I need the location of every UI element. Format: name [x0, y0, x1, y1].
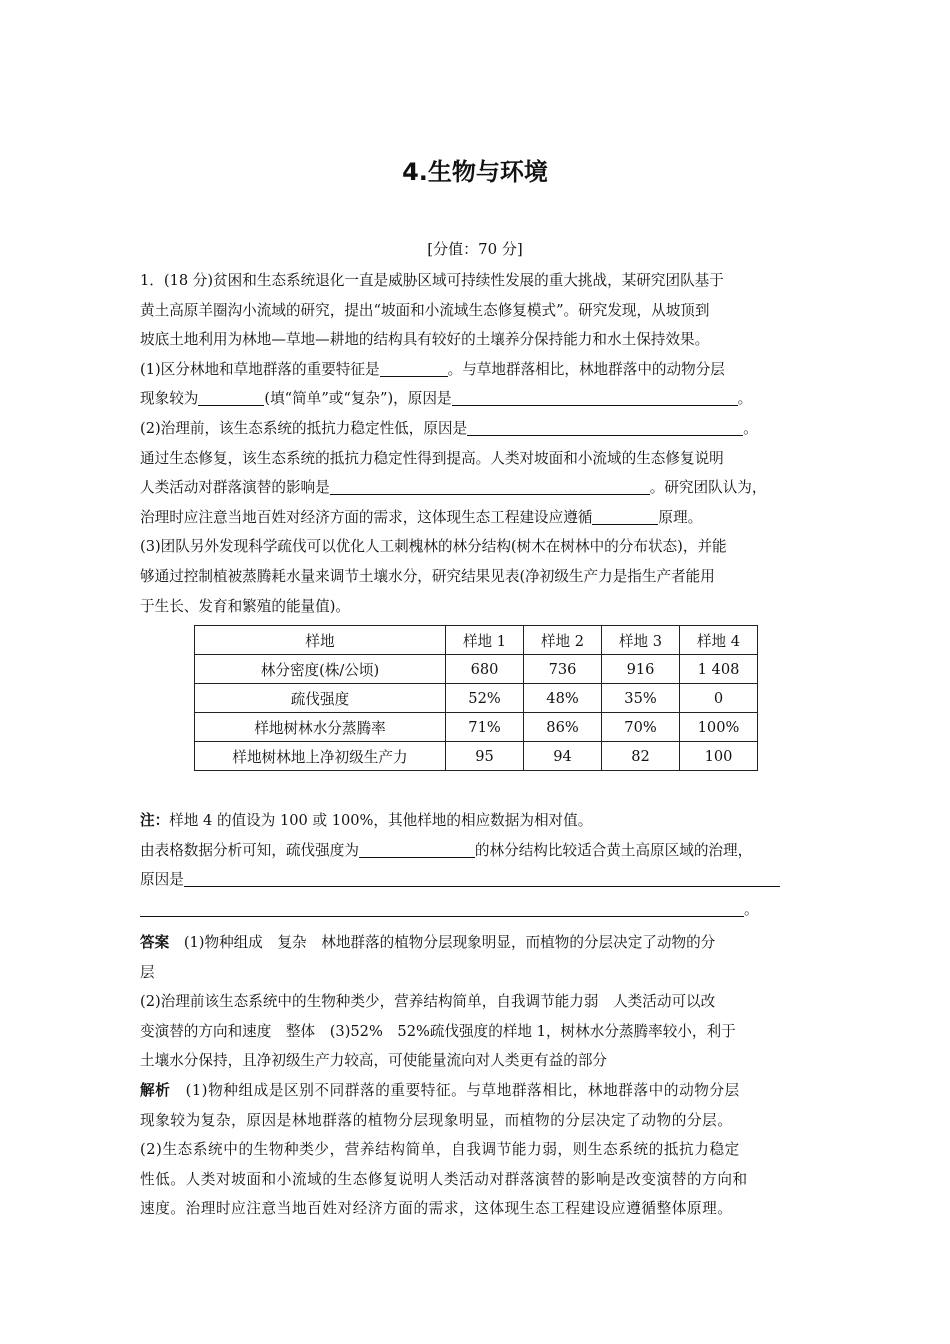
data-table	[194, 625, 758, 771]
table-header-cell: 样地	[195, 626, 446, 655]
answer-blank[interactable]	[184, 870, 780, 887]
q1-sub3-line-2: 够通过控制植被蒸腾耗水量来调节土壤水分，研究结果见表(净初级生产力是指生产者能用	[140, 567, 715, 585]
question-1	[140, 266, 816, 621]
note-text: 样地 4 的值设为 100 或 100%，其他样地的相应数据为相对值。	[169, 812, 593, 829]
answer-line-2: 层	[140, 963, 155, 981]
table-cell: 71%	[446, 713, 524, 742]
q1-sub1-line-1	[140, 355, 816, 385]
table-cell: 疏伐强度	[195, 684, 446, 713]
answer-blank[interactable]	[140, 900, 744, 917]
table-cell: 0	[680, 684, 758, 713]
note-label: 注：	[140, 812, 170, 829]
answer-text-1: (1)物种组成 复杂 林地群落的植物分层现象明显，而植物的分层决定了动物的分	[183, 934, 716, 951]
analysis-line-2: 现象较为复杂，原因是林地群落的植物分层现象明显，而植物的分层决定了动物的分层。	[140, 1111, 733, 1129]
table-cell: 94	[524, 742, 602, 771]
q1-sub3-line-6	[140, 895, 816, 925]
q1-sub2-text-d: 人类活动对群落演替的影响是	[140, 479, 330, 497]
answer-line-5: 土壤水分保持，且净初级生产力较高，可使能量流向对人类更有益的部分	[140, 1052, 608, 1070]
q1-line-1: 1．(18 分)贫困和生态系统退化一直是威胁区域可持续性发展的重大挑战，某研究团队基于	[140, 272, 724, 289]
q1-line-3: 坡底土地利用为林地—草地—耕地的结构具有较好的土壤养分保持能力和水土保持效果。	[140, 331, 710, 349]
q1-sub2-text-g: 原理。	[658, 508, 703, 526]
q1-sub1-text-e: 。	[737, 390, 753, 408]
q1-line-2: 黄土高原羊圈沟小流域的研究，提出“坡面和小流域生态修复模式”。研究发现，从坡顶到	[140, 301, 710, 319]
table-cell: 100%	[680, 713, 758, 742]
q1-sub1-text-a: (1)区分林地和草地群落的重要特征是	[140, 360, 380, 378]
score-label: [分值：70 分]	[427, 240, 523, 258]
q1-sub3-line-1: (3)团队另外发现科学疏伐可以优化人工刺槐林的林分结构(树木在树林中的分布状态)，并能	[140, 538, 727, 556]
answer-section	[140, 928, 816, 1076]
answer-line-1	[140, 928, 816, 958]
q1-sub1-text-d: (填“简单”或“复杂”)，原因是	[264, 390, 452, 408]
answer-line-4: 变演替的方向和速度 整体 (3)52% 52%疏伐强度的样地 1，树林水分蒸腾率较小，利于	[140, 1022, 736, 1040]
table-cell: 52%	[446, 684, 524, 713]
table-header-cell: 样地 2	[524, 626, 602, 655]
q1-sub2-text-e: 。研究团队认为，	[649, 479, 767, 497]
table-note	[140, 806, 816, 836]
table-row	[195, 742, 758, 771]
q1-sub3-text-end: 。	[744, 900, 759, 918]
table-header-row	[195, 626, 758, 655]
q1-sub2-line-4	[140, 503, 816, 533]
table-cell: 916	[602, 655, 680, 684]
q1-sub3-line-4	[140, 836, 816, 866]
analysis-line-1	[140, 1076, 816, 1106]
question-1-continued	[140, 806, 816, 924]
table-cell: 82	[602, 742, 680, 771]
table-cell: 1 408	[680, 655, 758, 684]
answer-label: 答案	[140, 934, 170, 951]
q1-sub3-text-b: 的林分结构比较适合黄土高原区域的治理，	[474, 841, 753, 859]
table-cell: 48%	[524, 684, 602, 713]
analysis-text-1: (1)物种组成是区别不同群落的重要特征。与草地群落相比，林地群落中的动物分层	[185, 1082, 740, 1099]
q1-sub3-text-a: 由表格数据分析可知，疏伐强度为	[140, 841, 359, 859]
q1-sub1-text-c: 现象较为	[140, 390, 199, 408]
table-cell: 样地树林地上净初级生产力	[195, 742, 446, 771]
table-cell: 86%	[524, 713, 602, 742]
q1-sub3-line-3: 于生长、发育和繁殖的能量值)。	[140, 597, 351, 615]
table-cell: 70%	[602, 713, 680, 742]
table-cell: 林分密度(株/公顷)	[195, 655, 446, 684]
table-cell: 样地树林水分蒸腾率	[195, 713, 446, 742]
table-cell: 95	[446, 742, 524, 771]
q1-sub2-text-a: (2)治理前，该生态系统的抵抗力稳定性低，原因是	[140, 419, 468, 437]
analysis-line-5: 速度。治理时应注意当地百姓对经济方面的需求，这体现生态工程建设应遵循整体原理。	[140, 1200, 733, 1218]
q1-sub1-line-2	[140, 384, 816, 414]
q1-sub3-line-5	[140, 865, 816, 895]
q1-sub2-text-b: 。	[743, 419, 758, 437]
answer-blank[interactable]	[592, 508, 658, 525]
q1-sub3-text-c: 原因是	[140, 871, 184, 889]
answer-blank[interactable]	[198, 389, 264, 406]
answer-blank[interactable]	[330, 478, 650, 495]
analysis-section	[140, 1076, 816, 1224]
analysis-label: 解析	[140, 1082, 171, 1099]
answer-blank[interactable]	[380, 360, 448, 377]
analysis-line-3: (2)生态系统中的生物种类少，营养结构简单，自我调节能力弱，则生态系统的抵抗力稳定	[140, 1141, 740, 1159]
answer-line-3: (2)治理前该生态系统中的生物种类少，营养结构简单，自我调节能力弱 人类活动可以改	[140, 993, 716, 1011]
q1-sub2-line-2: 通过生态修复，该生态系统的抵抗力稳定性得到提高。人类对坡面和小流域的生态修复说明	[140, 449, 724, 467]
answer-blank[interactable]	[452, 389, 738, 406]
q1-sub1-text-b: 。与草地群落相比，林地群落中的动物分层	[447, 360, 725, 378]
table-cell: 35%	[602, 684, 680, 713]
analysis-line-4: 性低。人类对坡面和小流域的生态修复说明人类活动对群落演替的影响是改变演替的方向和	[140, 1170, 748, 1188]
table-header-cell: 样地 3	[602, 626, 680, 655]
table-row	[195, 684, 758, 713]
table-header-cell: 样地 1	[446, 626, 524, 655]
answer-blank[interactable]	[359, 841, 475, 858]
page-title: 4.生物与环境	[402, 158, 548, 186]
q1-sub2-line-3	[140, 473, 816, 503]
q1-sub2-text-f: 治理时应注意当地百姓对经济方面的需求，这体现生态工程建设应遵循	[140, 508, 593, 526]
answer-blank[interactable]	[467, 419, 743, 436]
q1-sub2-line-1	[140, 414, 816, 444]
table-header-cell: 样地 4	[680, 626, 758, 655]
table-cell: 680	[446, 655, 524, 684]
table-cell: 736	[524, 655, 602, 684]
table-cell: 100	[680, 742, 758, 771]
table-row	[195, 713, 758, 742]
table-row	[195, 655, 758, 684]
